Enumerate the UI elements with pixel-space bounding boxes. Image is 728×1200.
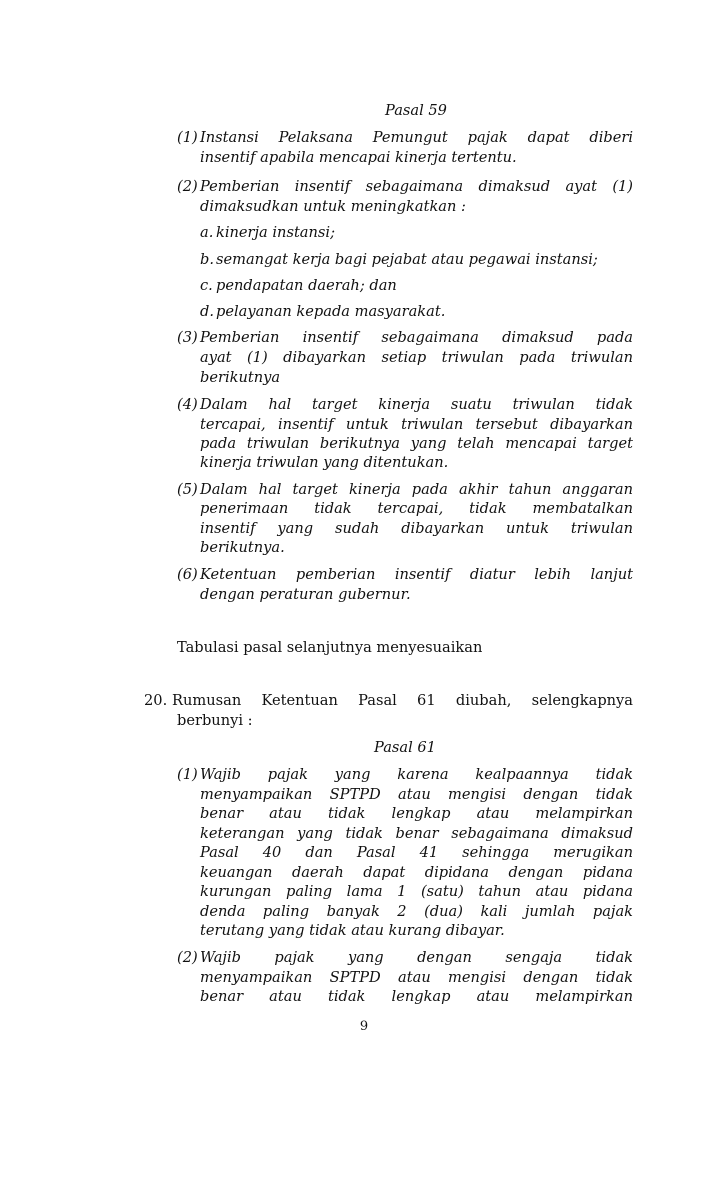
item-line: Pemberian insentif sebagaimana dimaksud ayat (1) bbox=[200, 178, 633, 195]
tabulasi-note: Tabulasi pasal selanjutnya menyesuaikan bbox=[177, 639, 483, 656]
item-line: Wajib pajak yang dengan sengaja tidak bbox=[200, 949, 633, 966]
item-line: dimaksudkan untuk meningkatkan : bbox=[200, 198, 466, 215]
item-number: (4) bbox=[177, 396, 198, 413]
item-line: pada triwulan berikutnya yang telah mencapai target bbox=[200, 435, 633, 452]
item-line: Instansi Pelaksana Pemungut pajak dapat diberi bbox=[200, 129, 633, 146]
item-line: Ketentuan pemberian insentif diatur lebih lanjut bbox=[200, 566, 633, 583]
item-line: insentif yang sudah dibayarkan untuk triwulan bbox=[200, 520, 633, 537]
item-line: berikutnya. bbox=[200, 539, 285, 556]
pasal-61-heading: Pasal 61 bbox=[374, 739, 436, 756]
item-line: keterangan yang tidak benar sebagaimana dimaksud bbox=[200, 825, 633, 842]
subitem-letter: b. bbox=[200, 251, 214, 268]
item-line: Dalam hal target kinerja pada akhir tahun anggaran bbox=[200, 481, 633, 498]
item-line: Dalam hal target kinerja suatu triwulan tidak bbox=[200, 396, 633, 413]
amendment-line: berbunyi : bbox=[177, 712, 253, 729]
item-line: Pemberian insentif sebagaimana dimaksud pada bbox=[200, 329, 633, 346]
subitem-letter: a. bbox=[200, 224, 214, 241]
item-line: kurungan paling lama 1 (satu) tahun atau pidana bbox=[200, 883, 633, 900]
item-line: berikutnya bbox=[200, 369, 281, 386]
item-line: terutang yang tidak atau kurang dibayar. bbox=[200, 922, 505, 939]
item-number: (1) bbox=[177, 129, 198, 146]
item-line: benar atau tidak lengkap atau melampirkan bbox=[200, 805, 633, 822]
item-number: (1) bbox=[177, 766, 198, 783]
subitem-text: semangat kerja bagi pejabat atau pegawai instansi; bbox=[216, 251, 598, 268]
item-line: kinerja triwulan yang ditentukan. bbox=[200, 454, 449, 471]
item-line: menyampaikan SPTPD atau mengisi dengan tidak bbox=[200, 969, 633, 986]
amendment-line: Rumusan Ketentuan Pasal 61 diubah, selengkapnya bbox=[172, 692, 633, 709]
subitem-text: pendapatan daerah; dan bbox=[216, 277, 397, 294]
item-number: (3) bbox=[177, 329, 198, 346]
item-line: Pasal 40 dan Pasal 41 sehingga merugikan bbox=[200, 844, 633, 861]
item-line: benar atau tidak lengkap atau melampirkan bbox=[200, 988, 633, 1005]
item-number: (2) bbox=[177, 178, 198, 195]
subitem-text: pelayanan kepada masyarakat. bbox=[216, 303, 446, 320]
item-number: (5) bbox=[177, 481, 198, 498]
item-line: tercapai, insentif untuk triwulan tersebut dibayarkan bbox=[200, 416, 633, 433]
item-line: denda paling banyak 2 (dua) kali jumlah pajak bbox=[200, 903, 633, 920]
item-number: (6) bbox=[177, 566, 198, 583]
page-number: 9 bbox=[359, 1019, 369, 1034]
pasal-59-heading: Pasal 59 bbox=[385, 102, 447, 119]
item-line: penerimaan tidak tercapai, tidak membatalkan bbox=[200, 500, 633, 517]
subitem-letter: d. bbox=[200, 303, 214, 320]
item-number: (2) bbox=[177, 949, 198, 966]
item-line: menyampaikan SPTPD atau mengisi dengan tidak bbox=[200, 786, 633, 803]
item-line: Wajib pajak yang karena kealpaannya tidak bbox=[200, 766, 633, 783]
subitem-letter: c. bbox=[200, 277, 213, 294]
amendment-number: 20. bbox=[144, 692, 168, 709]
item-line: dengan peraturan gubernur. bbox=[200, 586, 411, 603]
item-line: ayat (1) dibayarkan setiap triwulan pada triwulan bbox=[200, 349, 633, 366]
item-line: keuangan daerah dapat dipidana dengan pidana bbox=[200, 864, 633, 881]
item-line: insentif apabila mencapai kinerja tertentu. bbox=[200, 149, 517, 166]
subitem-text: kinerja instansi; bbox=[216, 224, 335, 241]
